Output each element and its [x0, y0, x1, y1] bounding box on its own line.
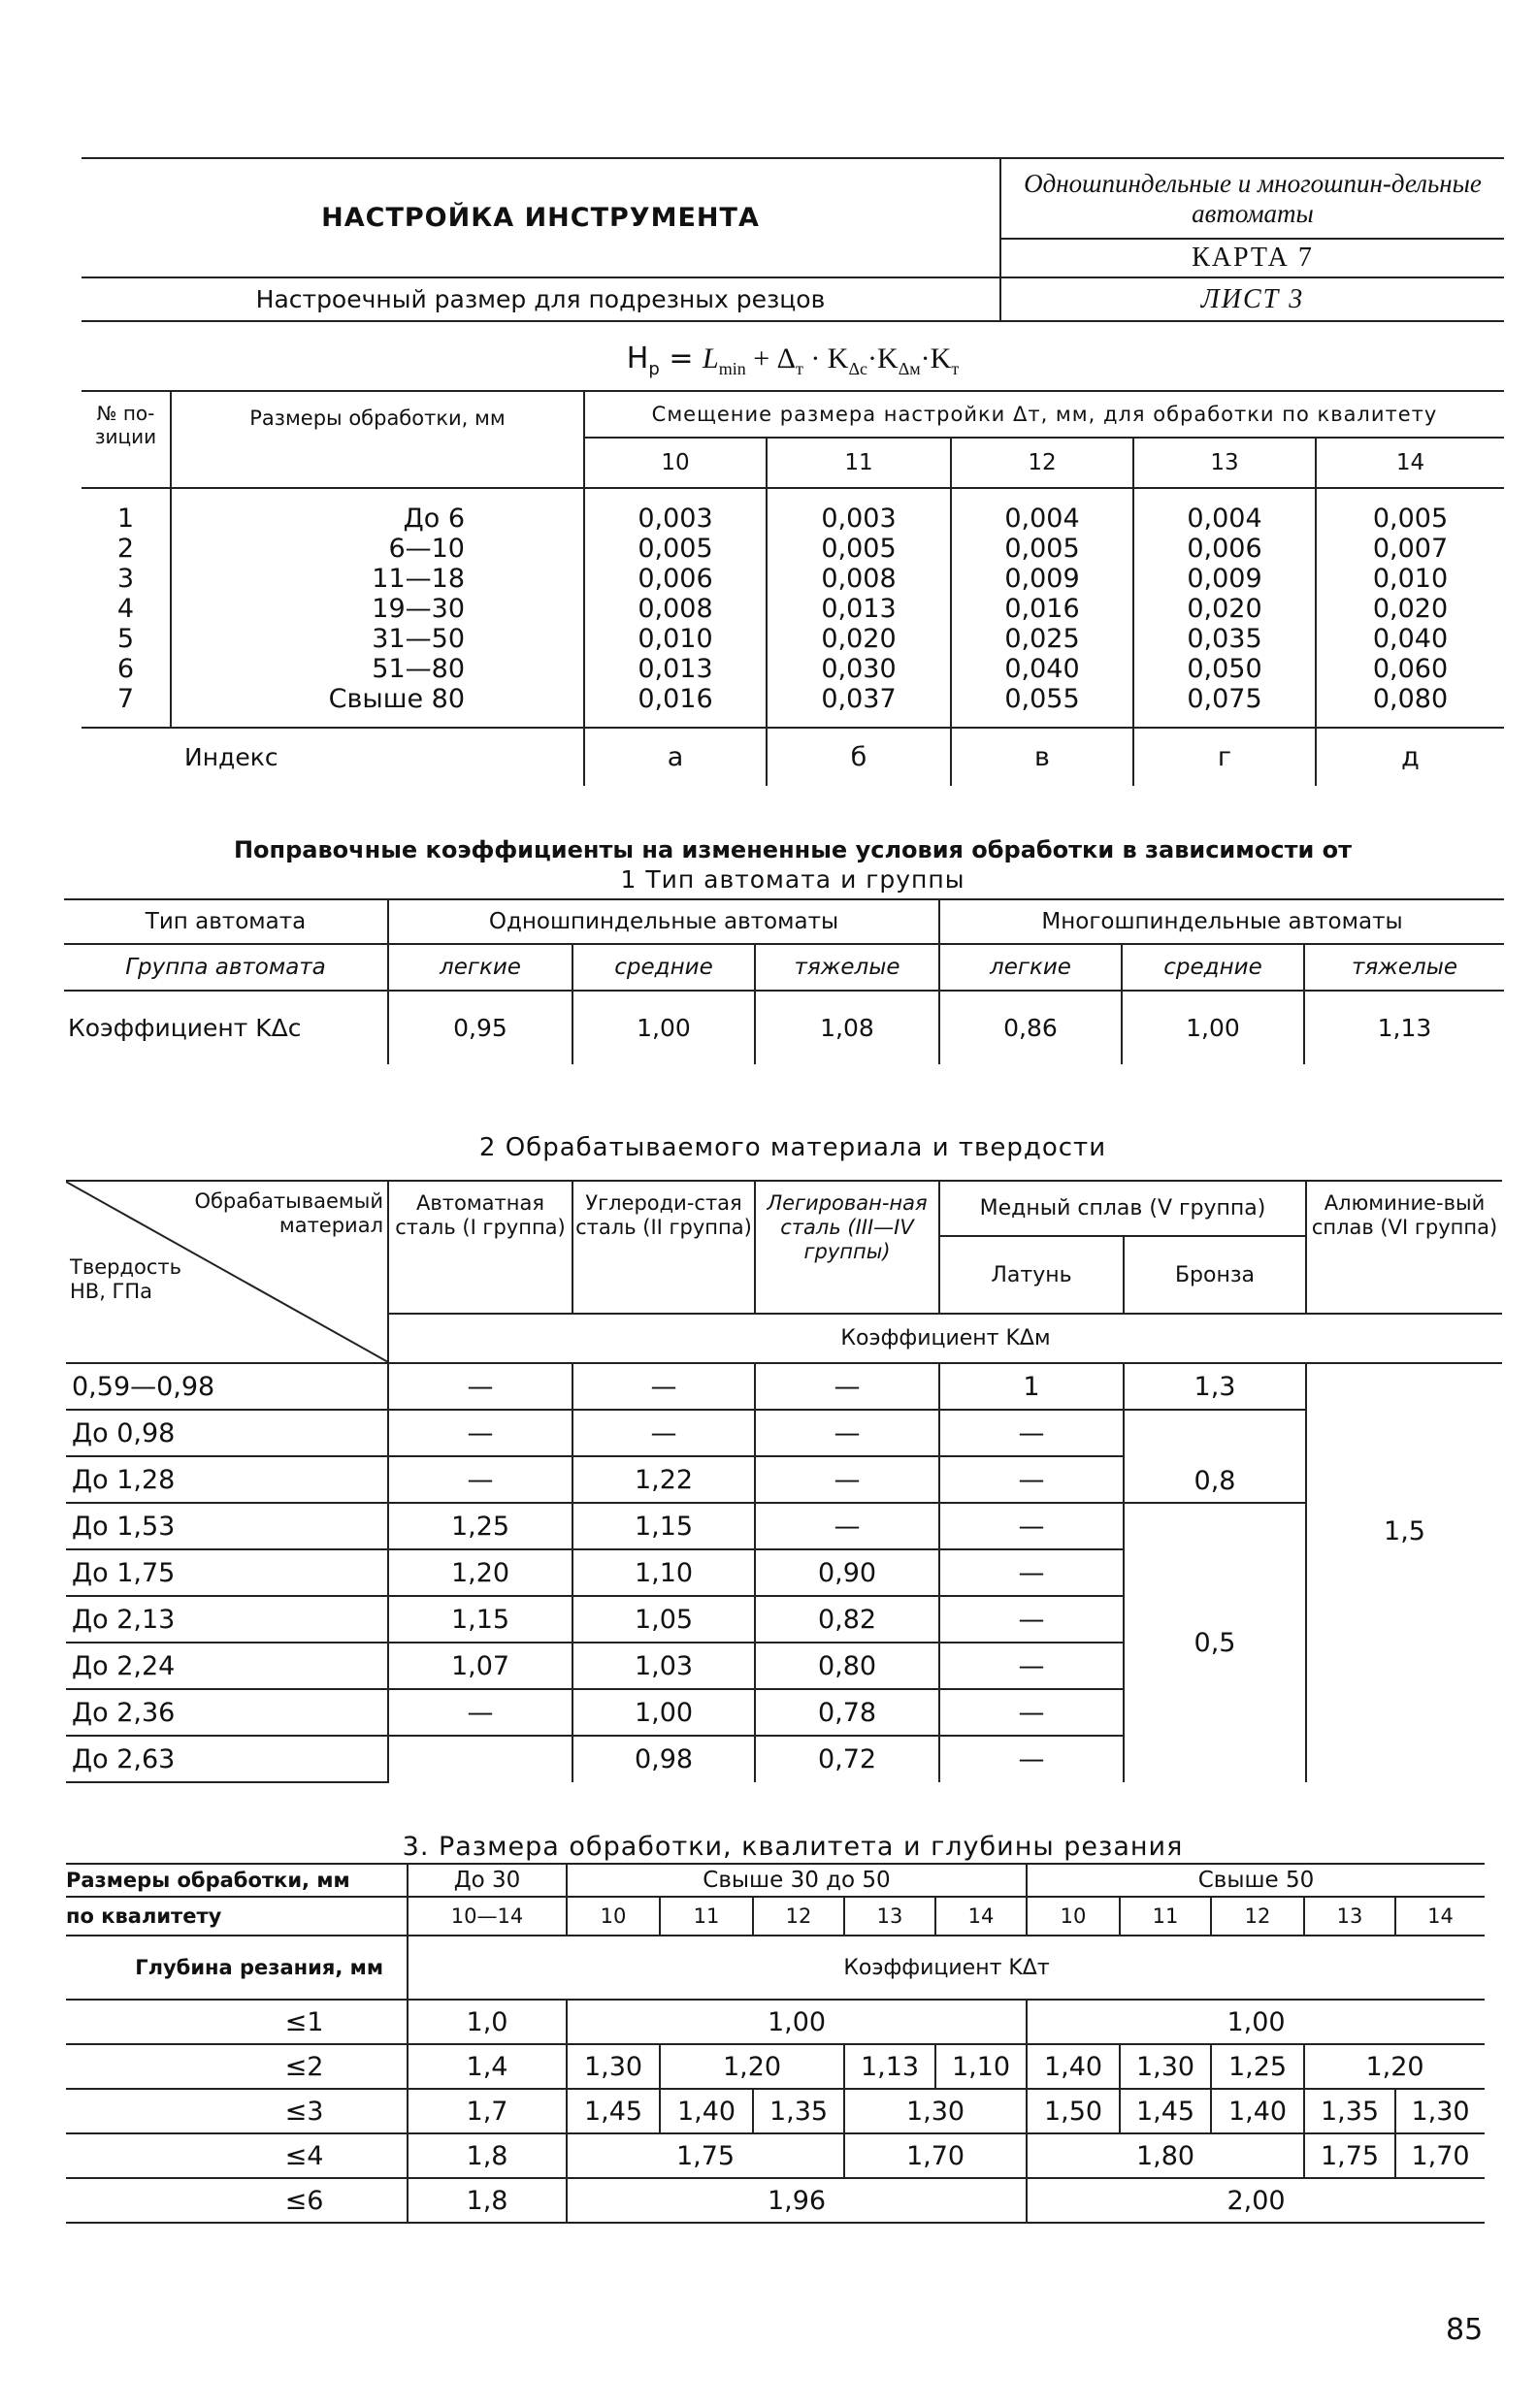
kt-value: 1,8 — [408, 2178, 567, 2223]
col-aluminum: Алюминие-вый сплав (VI группа) — [1306, 1181, 1502, 1314]
hardness-value: До 2,24 — [66, 1643, 388, 1689]
kac-value: 0,86 — [939, 991, 1122, 1064]
multi-spindle: Многошпиндельные автоматы — [939, 899, 1504, 944]
size-range: 31—50 — [171, 624, 584, 654]
section1-title: 1 Тип автомата и группы — [620, 865, 965, 894]
depth-coef-table — [66, 1863, 1485, 2224]
kt-value: 1,70 — [1395, 2133, 1485, 2178]
carbon-steel-value: — — [572, 1410, 755, 1456]
auto-steel-value — [388, 1736, 572, 1782]
position-number: 5 — [82, 624, 171, 654]
kt-value: 1,30 — [567, 2044, 660, 2089]
auto-steel-value: 1,07 — [388, 1643, 572, 1689]
index-a: а — [584, 728, 767, 786]
auto-steel-value: — — [388, 1456, 572, 1503]
offset-value: 0,008 — [584, 594, 767, 624]
q-14: 14 — [935, 1897, 1027, 1936]
bronze-value: 0,5 — [1124, 1503, 1306, 1782]
auto-steel-value: — — [388, 1363, 572, 1410]
kt-value: 1,25 — [1211, 2044, 1304, 2089]
q-10-14: 10—14 — [408, 1897, 567, 1936]
auto-steel-value: — — [388, 1410, 572, 1456]
auto-steel-value: — — [388, 1689, 572, 1736]
offset-value: 0,040 — [951, 654, 1133, 684]
group-medium-1: средние — [572, 944, 755, 991]
kt-value: 1,96 — [567, 2178, 1027, 2223]
group-heavy-1: тяжелые — [755, 944, 939, 991]
offset-value: 0,050 — [1133, 654, 1316, 684]
quality-11: 11 — [767, 438, 951, 488]
carbon-steel-value: 0,98 — [572, 1736, 755, 1782]
col-offset: Смещение размера настройки Δт, мм, для обработки по квалитету — [584, 391, 1504, 438]
alloy-steel-value: 0,78 — [755, 1689, 939, 1736]
bronze-value: 0,8 — [1124, 1410, 1306, 1503]
kt-value: 1,80 — [1027, 2133, 1304, 2178]
alloy-steel-value: — — [755, 1410, 939, 1456]
kt-value: 1,30 — [1395, 2089, 1485, 2133]
automata-type: Одношпиндельные и многошпин-дельные автоматы — [1000, 158, 1504, 239]
offset-value: 0,005 — [767, 534, 951, 564]
offset-value: 0,006 — [584, 564, 767, 594]
alloy-steel-value: 0,80 — [755, 1643, 939, 1689]
table-row — [66, 2000, 1485, 2044]
q-10: 10 — [1027, 1897, 1120, 1936]
col-alloy-steel: Легирован-ная сталь (III—IV группы) — [755, 1181, 939, 1314]
position-number: 4 — [82, 594, 171, 624]
depth-value: ≤6 — [66, 2178, 408, 2223]
alloy-steel-value: 0,90 — [755, 1549, 939, 1596]
offset-value: 0,006 — [1133, 534, 1316, 564]
offset-table-body — [82, 488, 1504, 714]
offset-value: 0,010 — [584, 624, 767, 654]
col-position: № по-зиции — [82, 391, 171, 488]
col-sizes: Размеры обработки, мм — [171, 391, 584, 488]
size-range: 6—10 — [171, 534, 584, 564]
carbon-steel-value: 1,15 — [572, 1503, 755, 1549]
offset-value: 0,030 — [767, 654, 951, 684]
offset-value: 0,020 — [1372, 594, 1449, 624]
page-title: НАСТРОЙКА ИНСТРУМЕНТА — [82, 158, 1000, 277]
kt-value: 1,13 — [844, 2044, 935, 2089]
carbon-steel-value: 1,05 — [572, 1596, 755, 1643]
offset-value: 0,005 — [951, 534, 1133, 564]
table-row — [66, 1410, 1502, 1456]
hardness-value: До 0,98 — [66, 1410, 388, 1456]
table-row — [82, 534, 1504, 564]
quality-label: по квалитету — [66, 1897, 408, 1936]
offset-table — [82, 390, 1504, 786]
diag-bottom-label: Твердость НВ, ГПа — [70, 1255, 181, 1303]
brass-value: — — [939, 1736, 1124, 1782]
diagonal-header — [66, 1181, 388, 1363]
size-range: 11—18 — [171, 564, 584, 594]
kt-value: 1,00 — [567, 2000, 1027, 2044]
kt-value: 1,20 — [660, 2044, 844, 2089]
kt-value: 1,10 — [935, 2044, 1027, 2089]
coef-kt-label: Коэффициент KΔт — [408, 1936, 1485, 2000]
group-label: Группа автомата — [64, 944, 388, 991]
table-row — [66, 2133, 1485, 2178]
header-block — [82, 157, 1504, 322]
offset-value: 0,035 — [1133, 624, 1316, 654]
bronze-value: 1,3 — [1124, 1363, 1306, 1410]
aluminum-value: 1,5 — [1384, 1516, 1425, 1546]
depth-value: ≤2 — [66, 2044, 408, 2089]
table-row — [82, 504, 1504, 534]
group-light-2: легкие — [939, 944, 1122, 991]
offset-value: 0,009 — [951, 564, 1133, 594]
kt-value: 1,45 — [1120, 2089, 1211, 2133]
q-11: 11 — [660, 1897, 753, 1936]
table-row — [82, 594, 1504, 624]
brass-value: — — [939, 1456, 1124, 1503]
kt-value: 1,70 — [844, 2133, 1027, 2178]
offset-value: 0,020 — [1133, 594, 1316, 624]
offset-value: 0,004 — [1133, 504, 1316, 534]
offset-value: 0,020 — [767, 624, 951, 654]
col-auto-steel: Автоматная сталь (I группа) — [388, 1181, 572, 1314]
size-range: 19—30 — [171, 594, 584, 624]
kac-value: 1,08 — [755, 991, 939, 1064]
offset-value: 0,080 — [1372, 684, 1449, 714]
depth-value: ≤1 — [66, 2000, 408, 2044]
offset-value: 0,005 — [1372, 504, 1449, 534]
offset-value: 0,008 — [767, 564, 951, 594]
group-medium-2: средние — [1122, 944, 1304, 991]
type-label: Тип автомата — [64, 899, 388, 944]
kac-value: 1,00 — [1122, 991, 1304, 1064]
group-over-50: Свыше 50 — [1027, 1864, 1485, 1897]
carbon-steel-value: — — [572, 1363, 755, 1410]
offset-value: 0,005 — [584, 534, 767, 564]
quality-14: 14 — [1316, 438, 1504, 488]
position-number: 2 — [82, 534, 171, 564]
offset-value: 0,013 — [584, 654, 767, 684]
q-10: 10 — [567, 1897, 660, 1936]
material-table-body — [66, 1363, 1502, 1782]
kt-value: 2,00 — [1027, 2178, 1485, 2223]
kt-value: 1,35 — [753, 2089, 844, 2133]
kt-value: 1,50 — [1027, 2089, 1120, 2133]
table-row — [66, 2178, 1485, 2223]
q-12: 12 — [753, 1897, 844, 1936]
depth-value: ≤4 — [66, 2133, 408, 2178]
kt-value: 1,4 — [408, 2044, 567, 2089]
kac-value: 1,13 — [1377, 1014, 1432, 1042]
table-row — [66, 1503, 1502, 1549]
page-number: 85 — [1446, 2313, 1484, 2347]
brass-value: — — [939, 1549, 1124, 1596]
hardness-value: До 1,28 — [66, 1456, 388, 1503]
offset-value: 0,003 — [584, 504, 767, 534]
col-carbon-steel: Углероди-стая сталь (II группа) — [572, 1181, 755, 1314]
sheet-number: ЛИСТ 3 — [1000, 277, 1504, 321]
table-row — [66, 2044, 1485, 2089]
kt-value: 1,00 — [1027, 2000, 1485, 2044]
offset-value: 0,075 — [1133, 684, 1316, 714]
table-row — [66, 2089, 1485, 2133]
offset-value: 0,040 — [1372, 624, 1449, 654]
kt-value: 1,40 — [660, 2089, 753, 2133]
brass-value: — — [939, 1410, 1124, 1456]
offset-value: 0,037 — [767, 684, 951, 714]
page-subtitle: Настроечный размер для подрезных резцов — [82, 277, 1000, 321]
hardness-value: До 2,13 — [66, 1596, 388, 1643]
table-row — [82, 564, 1504, 594]
kt-value: 1,20 — [1304, 2044, 1485, 2089]
hardness-value: До 2,63 — [66, 1736, 388, 1782]
offset-value: 0,010 — [1372, 564, 1449, 594]
q-13: 13 — [1304, 1897, 1395, 1936]
kt-value: 1,75 — [567, 2133, 844, 2178]
brass-value: — — [939, 1643, 1124, 1689]
size-range: 51—80 — [171, 654, 584, 684]
sizes-label: Размеры обработки, мм — [66, 1864, 408, 1897]
kt-value: 1,40 — [1027, 2044, 1120, 2089]
alloy-steel-value: — — [755, 1456, 939, 1503]
offset-value: 0,055 — [951, 684, 1133, 714]
alloy-steel-value: 0,72 — [755, 1736, 939, 1782]
section2-title: 2 Обрабатываемого материала и твердости — [478, 1133, 1107, 1162]
alloy-steel-value: — — [755, 1503, 939, 1549]
alloy-steel-value: — — [755, 1363, 939, 1410]
formula: $H_p = L_{min} + \Delta_т \cdot K_{\Delta c}\cdot K_{\Delta м}\cdot K_т$ — [626, 342, 960, 379]
group-upto-30: До 30 — [408, 1864, 567, 1897]
auto-steel-value: 1,25 — [388, 1503, 572, 1549]
coef-kac-label: Коэффициент KΔc — [64, 991, 388, 1064]
table-row — [66, 1363, 1502, 1410]
q-14: 14 — [1395, 1897, 1485, 1936]
index-g: г — [1133, 728, 1316, 786]
offset-value: 0,016 — [951, 594, 1133, 624]
offset-value: 0,003 — [767, 504, 951, 534]
material-coef-table — [66, 1180, 1502, 1783]
kt-value: 1,40 — [1211, 2089, 1304, 2133]
carbon-steel-value: 1,22 — [572, 1456, 755, 1503]
col-bronze: Бронза — [1124, 1236, 1306, 1315]
kt-value: 1,75 — [1304, 2133, 1395, 2178]
brass-value: — — [939, 1689, 1124, 1736]
index-v: в — [951, 728, 1133, 786]
offset-value: 0,007 — [1372, 534, 1449, 564]
aluminum-empty — [1306, 1363, 1502, 1410]
hardness-value: До 1,53 — [66, 1503, 388, 1549]
carbon-steel-value: 1,10 — [572, 1549, 755, 1596]
position-number: 6 — [82, 654, 171, 684]
brass-value: — — [939, 1503, 1124, 1549]
kt-value: 1,30 — [1120, 2044, 1211, 2089]
depth-value: ≤3 — [66, 2089, 408, 2133]
hardness-value: До 2,36 — [66, 1689, 388, 1736]
kt-value: 1,45 — [567, 2089, 660, 2133]
card-number: КАРТА 7 — [1000, 239, 1504, 277]
carbon-steel-value: 1,00 — [572, 1689, 755, 1736]
depth-label: Глубина резания, мм — [66, 1936, 408, 2000]
carbon-steel-value: 1,03 — [572, 1643, 755, 1689]
quality-13: 13 — [1133, 438, 1316, 488]
auto-steel-value: 1,15 — [388, 1596, 572, 1643]
kac-value: 0,95 — [388, 991, 572, 1064]
coef-km-label: Коэффициент KΔм — [388, 1314, 1502, 1363]
offset-value: 0,004 — [951, 504, 1133, 534]
position-number: 1 — [82, 504, 171, 534]
alloy-steel-value: 0,82 — [755, 1596, 939, 1643]
q-12: 12 — [1211, 1897, 1304, 1936]
auto-steel-value: 1,20 — [388, 1549, 572, 1596]
automata-coef-table — [64, 898, 1504, 1064]
quality-12: 12 — [951, 438, 1133, 488]
index-d: д — [1316, 728, 1504, 786]
brass-value: — — [939, 1596, 1124, 1643]
col-copper: Медный сплав (V группа) — [939, 1181, 1306, 1236]
group-30-50: Свыше 30 до 50 — [567, 1864, 1027, 1897]
position-number: 3 — [82, 564, 171, 594]
section3-title: 3. Размера обработки, квалитета и глубины резания — [402, 1832, 1184, 1862]
quality-10: 10 — [584, 438, 767, 488]
depth-table-body — [66, 2000, 1485, 2223]
kt-value: 1,7 — [408, 2089, 567, 2133]
brass-value: 1 — [939, 1363, 1124, 1410]
offset-value: 0,016 — [584, 684, 767, 714]
kt-value: 1,0 — [408, 2000, 567, 2044]
index-label: Индекс — [171, 728, 584, 786]
position-number: 7 — [82, 684, 171, 714]
table-row — [82, 684, 1504, 714]
kt-value: 1,30 — [844, 2089, 1027, 2133]
offset-value: 0,009 — [1133, 564, 1316, 594]
kac-value: 1,00 — [572, 991, 755, 1064]
size-range: Свыше 80 — [171, 684, 584, 714]
hardness-value: До 1,75 — [66, 1549, 388, 1596]
group-light-1: легкие — [388, 944, 572, 991]
offset-value: 0,060 — [1372, 654, 1449, 684]
group-heavy-2: тяжелые — [1304, 944, 1504, 991]
kt-value: 1,8 — [408, 2133, 567, 2178]
offset-value: 0,025 — [951, 624, 1133, 654]
diag-top-label: Обрабатываемый материал — [194, 1189, 383, 1237]
kt-value: 1,35 — [1304, 2089, 1395, 2133]
size-range: До 6 — [171, 504, 584, 534]
q-11: 11 — [1120, 1897, 1211, 1936]
single-spindle: Одношпиндельные автоматы — [388, 899, 939, 944]
section-title: Поправочные коэффициенты на измененные условия обработки в зависимости от — [233, 836, 1353, 863]
col-brass: Латунь — [939, 1236, 1124, 1315]
q-13: 13 — [844, 1897, 935, 1936]
hardness-value: 0,59—0,98 — [66, 1363, 388, 1410]
table-row — [82, 654, 1504, 684]
table-row — [82, 624, 1504, 654]
offset-value: 0,013 — [767, 594, 951, 624]
index-b: б — [767, 728, 951, 786]
